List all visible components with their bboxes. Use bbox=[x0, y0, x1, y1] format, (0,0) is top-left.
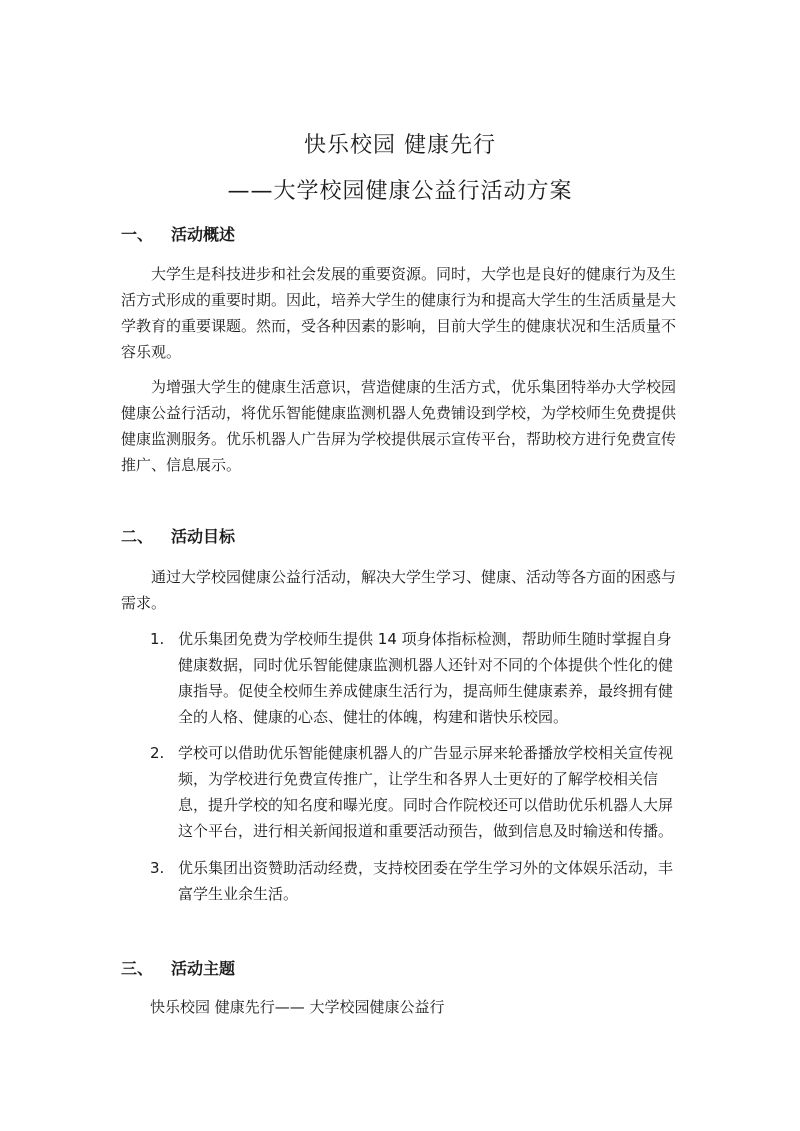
list-item-text: 优乐集团出资赞助活动经费，支持校团委在学生学习外的文体娱乐活动，丰富学生业余生活。 bbox=[178, 859, 674, 903]
list-item-number: 1. bbox=[150, 630, 165, 648]
list-item bbox=[150, 740, 686, 844]
list-item-number: 3. bbox=[150, 859, 165, 877]
list-item-text: 优乐集团免费为学校师生提供 14 项身体指标检测，帮助师生随时掌握自身健康数据，同时优乐智能健康监测机器人还针对不同的个体提供个性化的健康指导。促使全校师生养成健康生活行为，提高师生健康素养，最终拥有健全的人格、健康的心态、健壮的体魄，构建和谐快乐校园。 bbox=[178, 630, 674, 726]
document-subtitle: ——大学校园健康公益行活动方案 bbox=[227, 179, 573, 204]
section-title: 活动目标 bbox=[171, 527, 236, 546]
section-2-heading bbox=[121, 524, 235, 547]
paragraph: 通过大学校园健康公益行活动，解决大学生学习、健康、活动等各方面的困惑与需求。 bbox=[121, 568, 677, 612]
section-title: 活动概述 bbox=[171, 225, 236, 244]
list-item-text: 学校可以借助优乐智能健康机器人的广告显示屏来轮番播放学校相关宣传视频，为学校进行免费宣传推广，让学生和各界人士更好的了解学校相关信息，提升学校的知名度和曝光度。同时合作院校还可以借助优乐机器人大屏这个平台，进行相关新闻报道和重要活动预告，做到信息及时输送和传播。 bbox=[178, 744, 674, 840]
section-number: 二、 bbox=[121, 527, 154, 546]
section-number: 三、 bbox=[121, 959, 154, 978]
section-number: 一、 bbox=[121, 225, 154, 244]
paragraph: 为增强大学生的健康生活意识，营造健康的生活方式，优乐集团特举办大学校园健康公益行活动，将优乐智能健康监测机器人免费铺设到学校，为学校师生免费提供健康监测服务。优乐机器人广告屏为学校提供展示宣传平台，帮助校方进行免费宣传推广、信息展示。 bbox=[121, 378, 677, 474]
list-item-number: 2. bbox=[150, 744, 165, 762]
list-item bbox=[150, 855, 686, 907]
activity-theme: 快乐校园 健康先行—— 大学校园健康公益行 bbox=[150, 998, 445, 1016]
paragraph: 大学生是科技进步和社会发展的重要资源。同时，大学也是良好的健康行为及生活方式形成的重要时期。因此，培养大学生的健康行为和提高大学生的生活质量是大学教育的重要课题。然而，受各种因素的影响，目前大学生的健康状况和生活质量不容乐观。 bbox=[121, 265, 677, 361]
section-1-heading bbox=[121, 222, 235, 245]
document-title: 快乐校园 健康先行 bbox=[304, 133, 496, 158]
section-3-heading bbox=[121, 956, 235, 979]
list-item bbox=[150, 626, 686, 730]
section-title: 活动主题 bbox=[171, 959, 236, 978]
